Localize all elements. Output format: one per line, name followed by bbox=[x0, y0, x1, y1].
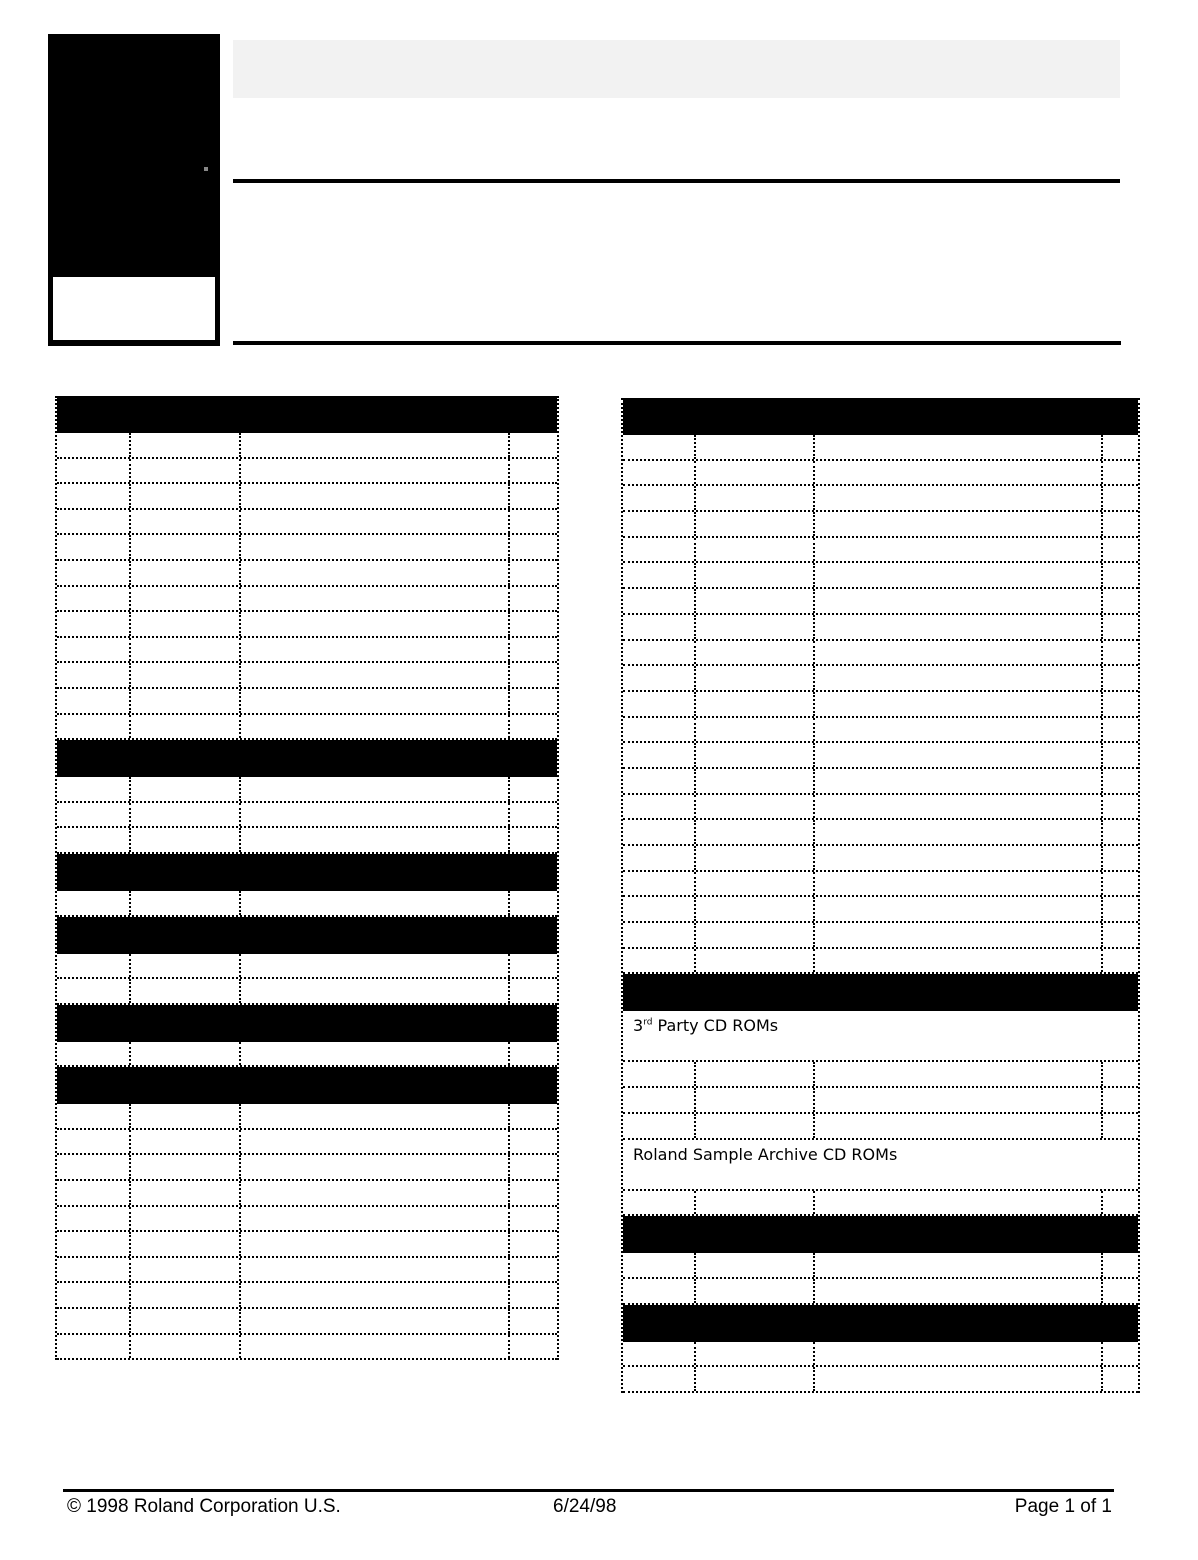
section-header bbox=[57, 1067, 557, 1104]
section-header bbox=[57, 917, 557, 954]
table-cell-divider bbox=[813, 820, 815, 844]
table-row bbox=[57, 587, 557, 613]
table-cell-divider bbox=[813, 538, 815, 562]
table-cell-divider bbox=[813, 615, 815, 639]
table-cell-divider bbox=[239, 561, 241, 585]
table-cell-divider bbox=[508, 803, 510, 827]
table-cell-divider bbox=[239, 638, 241, 662]
table-cell-divider bbox=[694, 1114, 696, 1138]
table-cell-divider bbox=[813, 1191, 815, 1215]
table-cell-divider bbox=[813, 1367, 815, 1391]
table-cell-divider bbox=[1101, 435, 1103, 459]
table-row bbox=[623, 1279, 1138, 1305]
table-row bbox=[57, 891, 557, 917]
table-cell-divider bbox=[1101, 615, 1103, 639]
table-cell-divider bbox=[1101, 769, 1103, 793]
table-cell-divider bbox=[1101, 486, 1103, 510]
table-cell-divider bbox=[1101, 589, 1103, 613]
table-cell-divider bbox=[694, 897, 696, 921]
table-cell-divider bbox=[694, 1279, 696, 1303]
table-cell-divider bbox=[508, 1258, 510, 1282]
table-cell-divider bbox=[694, 486, 696, 510]
table-cell-divider bbox=[813, 872, 815, 896]
table-cell-divider bbox=[694, 589, 696, 613]
table-cell-divider bbox=[694, 435, 696, 459]
table-row bbox=[623, 769, 1138, 795]
table-cell-divider bbox=[1101, 897, 1103, 921]
table-row bbox=[57, 1309, 557, 1335]
table-cell-divider bbox=[129, 1232, 131, 1256]
right-products-table bbox=[621, 398, 1140, 1393]
table-row bbox=[623, 949, 1138, 975]
table-cell-divider bbox=[813, 1088, 815, 1112]
table-row bbox=[57, 715, 557, 741]
table-cell-divider bbox=[508, 1130, 510, 1154]
section-header bbox=[623, 398, 1138, 435]
table-cell-divider bbox=[694, 1367, 696, 1391]
table-cell-divider bbox=[813, 641, 815, 665]
category-note bbox=[623, 1140, 1138, 1191]
table-row bbox=[623, 538, 1138, 564]
table-cell-divider bbox=[813, 692, 815, 716]
table-cell-divider bbox=[129, 561, 131, 585]
table-row bbox=[57, 979, 557, 1005]
table-cell-divider bbox=[239, 1283, 241, 1307]
footer-page-number: Page 1 of 1 bbox=[1014, 1496, 1112, 1517]
table-cell-divider bbox=[813, 486, 815, 510]
table-cell-divider bbox=[694, 718, 696, 742]
table-row bbox=[57, 459, 557, 485]
table-cell-divider bbox=[508, 663, 510, 687]
table-cell-divider bbox=[694, 820, 696, 844]
table-cell-divider bbox=[129, 1130, 131, 1154]
table-cell-divider bbox=[508, 777, 510, 801]
table-cell-divider bbox=[813, 1342, 815, 1366]
table-cell-divider bbox=[508, 612, 510, 636]
category-note-superscript: rd bbox=[643, 1018, 653, 1029]
table-row bbox=[623, 897, 1138, 923]
table-cell-divider bbox=[129, 1042, 131, 1066]
table-cell-divider bbox=[508, 1335, 510, 1359]
table-row bbox=[57, 803, 557, 829]
table-cell-divider bbox=[1101, 743, 1103, 767]
table-cell-divider bbox=[129, 587, 131, 611]
section-header bbox=[57, 740, 557, 777]
table-cell-divider bbox=[129, 828, 131, 852]
table-cell-divider bbox=[694, 563, 696, 587]
table-row bbox=[623, 435, 1138, 461]
table-cell-divider bbox=[694, 512, 696, 536]
category-note-rest: Party CD ROMs bbox=[652, 1016, 779, 1036]
table-row bbox=[57, 561, 557, 587]
table-cell-divider bbox=[239, 1309, 241, 1333]
table-cell-divider bbox=[239, 979, 241, 1003]
footer-copyright: © 1998 Roland Corporation U.S. bbox=[67, 1496, 341, 1517]
table-row bbox=[623, 1342, 1138, 1368]
table-cell-divider bbox=[1101, 1279, 1103, 1303]
table-cell-divider bbox=[239, 891, 241, 915]
table-row bbox=[623, 589, 1138, 615]
table-cell-divider bbox=[694, 538, 696, 562]
table-cell-divider bbox=[1101, 563, 1103, 587]
table-row bbox=[623, 795, 1138, 821]
table-cell-divider bbox=[508, 433, 510, 457]
table-cell-divider bbox=[694, 461, 696, 485]
table-row bbox=[57, 1104, 557, 1130]
table-cell-divider bbox=[239, 954, 241, 978]
table-cell-divider bbox=[239, 1155, 241, 1179]
table-cell-divider bbox=[694, 795, 696, 819]
table-row bbox=[623, 486, 1138, 512]
table-cell-divider bbox=[508, 561, 510, 585]
table-cell-divider bbox=[239, 663, 241, 687]
table-row bbox=[623, 461, 1138, 487]
table-cell-divider bbox=[508, 1181, 510, 1205]
table-cell-divider bbox=[239, 1207, 241, 1231]
table-cell-divider bbox=[508, 1104, 510, 1128]
table-cell-divider bbox=[1101, 923, 1103, 947]
table-row bbox=[57, 954, 557, 980]
table-cell-divider bbox=[694, 769, 696, 793]
table-cell-divider bbox=[508, 484, 510, 508]
table-cell-divider bbox=[129, 459, 131, 483]
table-cell-divider bbox=[508, 954, 510, 978]
title-bar bbox=[233, 40, 1120, 98]
table-row bbox=[623, 1114, 1138, 1140]
table-cell-divider bbox=[129, 803, 131, 827]
table-cell-divider bbox=[129, 484, 131, 508]
table-cell-divider bbox=[129, 979, 131, 1003]
table-row bbox=[623, 692, 1138, 718]
table-cell-divider bbox=[1101, 1062, 1103, 1086]
table-cell-divider bbox=[1101, 538, 1103, 562]
table-row bbox=[623, 666, 1138, 692]
table-row bbox=[623, 820, 1138, 846]
table-row bbox=[623, 718, 1138, 744]
table-cell-divider bbox=[129, 954, 131, 978]
table-cell-divider bbox=[508, 510, 510, 534]
table-cell-divider bbox=[1101, 666, 1103, 690]
table-cell-divider bbox=[508, 1155, 510, 1179]
table-row bbox=[57, 1181, 557, 1207]
table-cell-divider bbox=[239, 1258, 241, 1282]
table-cell-divider bbox=[129, 777, 131, 801]
table-cell-divider bbox=[1101, 1367, 1103, 1391]
table-cell-divider bbox=[694, 615, 696, 639]
table-cell-divider bbox=[1101, 1114, 1103, 1138]
table-cell-divider bbox=[813, 589, 815, 613]
table-cell-divider bbox=[239, 612, 241, 636]
table-cell-divider bbox=[239, 1232, 241, 1256]
table-row bbox=[623, 872, 1138, 898]
table-row bbox=[57, 1258, 557, 1284]
table-cell-divider bbox=[508, 828, 510, 852]
table-cell-divider bbox=[508, 459, 510, 483]
table-row bbox=[57, 433, 557, 459]
table-row bbox=[623, 923, 1138, 949]
table-row bbox=[623, 1191, 1138, 1217]
table-row bbox=[57, 612, 557, 638]
table-cell-divider bbox=[694, 1253, 696, 1277]
table-cell-divider bbox=[813, 666, 815, 690]
table-cell-divider bbox=[813, 461, 815, 485]
table-cell-divider bbox=[694, 743, 696, 767]
section-header bbox=[57, 396, 557, 433]
category-note-text: 3 bbox=[633, 1016, 644, 1036]
table-cell-divider bbox=[129, 612, 131, 636]
table-row bbox=[57, 663, 557, 689]
table-cell-divider bbox=[129, 1309, 131, 1333]
table-cell-divider bbox=[813, 846, 815, 870]
table-cell-divider bbox=[129, 1181, 131, 1205]
table-row bbox=[623, 563, 1138, 589]
table-cell-divider bbox=[508, 1207, 510, 1231]
table-cell-divider bbox=[239, 828, 241, 852]
table-cell-divider bbox=[129, 535, 131, 559]
table-cell-divider bbox=[694, 872, 696, 896]
table-cell-divider bbox=[813, 1253, 815, 1277]
table-row bbox=[623, 1253, 1138, 1279]
table-row bbox=[57, 1207, 557, 1233]
table-cell-divider bbox=[239, 1042, 241, 1066]
table-cell-divider bbox=[239, 689, 241, 713]
table-cell-divider bbox=[129, 510, 131, 534]
section-header bbox=[623, 1305, 1138, 1342]
table-cell-divider bbox=[508, 891, 510, 915]
table-cell-divider bbox=[129, 891, 131, 915]
footer-rule bbox=[63, 1489, 1114, 1492]
table-cell-divider bbox=[239, 433, 241, 457]
table-row bbox=[57, 638, 557, 664]
section-header bbox=[57, 854, 557, 891]
table-cell-divider bbox=[129, 715, 131, 739]
table-cell-divider bbox=[129, 1104, 131, 1128]
header-rule-bottom bbox=[233, 341, 1121, 345]
table-cell-divider bbox=[129, 1283, 131, 1307]
table-cell-divider bbox=[508, 715, 510, 739]
table-row bbox=[623, 615, 1138, 641]
footer-date: 6/24/98 bbox=[553, 1496, 617, 1517]
table-cell-divider bbox=[1101, 872, 1103, 896]
table-cell-divider bbox=[129, 638, 131, 662]
table-cell-divider bbox=[694, 641, 696, 665]
table-cell-divider bbox=[1101, 1253, 1103, 1277]
table-cell-divider bbox=[1101, 846, 1103, 870]
table-row bbox=[623, 1062, 1138, 1088]
table-cell-divider bbox=[239, 803, 241, 827]
table-cell-divider bbox=[813, 435, 815, 459]
table-cell-divider bbox=[1101, 641, 1103, 665]
table-row bbox=[623, 512, 1138, 538]
logo-mark bbox=[204, 167, 208, 171]
table-cell-divider bbox=[813, 512, 815, 536]
table-cell-divider bbox=[129, 1207, 131, 1231]
table-cell-divider bbox=[508, 1232, 510, 1256]
table-cell-divider bbox=[1101, 795, 1103, 819]
table-cell-divider bbox=[508, 587, 510, 611]
table-cell-divider bbox=[694, 846, 696, 870]
table-cell-divider bbox=[813, 743, 815, 767]
table-cell-divider bbox=[1101, 512, 1103, 536]
table-cell-divider bbox=[813, 769, 815, 793]
table-cell-divider bbox=[239, 535, 241, 559]
category-note-text: Roland Sample Archive CD ROMs bbox=[633, 1144, 898, 1164]
left-products-table bbox=[55, 396, 559, 1360]
table-cell-divider bbox=[508, 1283, 510, 1307]
table-row bbox=[623, 1088, 1138, 1114]
table-cell-divider bbox=[239, 510, 241, 534]
table-cell-divider bbox=[813, 563, 815, 587]
table-cell-divider bbox=[129, 663, 131, 687]
table-cell-divider bbox=[694, 1062, 696, 1086]
table-cell-divider bbox=[694, 692, 696, 716]
section-header bbox=[623, 974, 1138, 1011]
table-cell-divider bbox=[239, 1335, 241, 1359]
table-cell-divider bbox=[129, 1258, 131, 1282]
category-note bbox=[623, 1011, 1138, 1062]
table-row bbox=[57, 484, 557, 510]
table-cell-divider bbox=[694, 1342, 696, 1366]
table-cell-divider bbox=[1101, 1342, 1103, 1366]
table-cell-divider bbox=[694, 949, 696, 973]
table-cell-divider bbox=[508, 1042, 510, 1066]
table-cell-divider bbox=[1101, 949, 1103, 973]
table-cell-divider bbox=[239, 1104, 241, 1128]
table-cell-divider bbox=[813, 949, 815, 973]
table-row bbox=[57, 828, 557, 854]
table-cell-divider bbox=[239, 715, 241, 739]
table-row bbox=[623, 846, 1138, 872]
table-cell-divider bbox=[129, 1155, 131, 1179]
table-cell-divider bbox=[1101, 718, 1103, 742]
table-row bbox=[57, 689, 557, 715]
table-row bbox=[57, 510, 557, 536]
table-row bbox=[57, 1130, 557, 1156]
table-cell-divider bbox=[508, 689, 510, 713]
table-cell-divider bbox=[813, 1114, 815, 1138]
table-cell-divider bbox=[239, 459, 241, 483]
table-row bbox=[623, 1367, 1138, 1393]
table-cell-divider bbox=[813, 923, 815, 947]
table-cell-divider bbox=[239, 484, 241, 508]
table-cell-divider bbox=[694, 1191, 696, 1215]
table-cell-divider bbox=[813, 795, 815, 819]
table-cell-divider bbox=[1101, 1088, 1103, 1112]
table-cell-divider bbox=[508, 979, 510, 1003]
table-row bbox=[623, 641, 1138, 667]
document-code-box bbox=[53, 277, 215, 340]
table-cell-divider bbox=[508, 638, 510, 662]
table-row bbox=[57, 535, 557, 561]
table-cell-divider bbox=[1101, 1191, 1103, 1215]
table-cell-divider bbox=[129, 1335, 131, 1359]
table-cell-divider bbox=[694, 923, 696, 947]
table-row bbox=[57, 1335, 557, 1361]
table-cell-divider bbox=[239, 1130, 241, 1154]
table-row bbox=[623, 743, 1138, 769]
header-rule-top bbox=[233, 179, 1120, 183]
table-cell-divider bbox=[1101, 820, 1103, 844]
section-header bbox=[57, 1005, 557, 1042]
table-cell-divider bbox=[508, 535, 510, 559]
table-row bbox=[57, 777, 557, 803]
table-cell-divider bbox=[129, 433, 131, 457]
table-cell-divider bbox=[694, 666, 696, 690]
table-row bbox=[57, 1042, 557, 1068]
table-cell-divider bbox=[1101, 692, 1103, 716]
table-row bbox=[57, 1283, 557, 1309]
table-cell-divider bbox=[239, 587, 241, 611]
table-row bbox=[57, 1155, 557, 1181]
table-cell-divider bbox=[813, 1279, 815, 1303]
section-header bbox=[623, 1216, 1138, 1253]
table-cell-divider bbox=[813, 1062, 815, 1086]
table-cell-divider bbox=[813, 718, 815, 742]
table-cell-divider bbox=[508, 1309, 510, 1333]
table-cell-divider bbox=[1101, 461, 1103, 485]
table-cell-divider bbox=[129, 689, 131, 713]
table-cell-divider bbox=[239, 1181, 241, 1205]
table-cell-divider bbox=[813, 897, 815, 921]
table-cell-divider bbox=[694, 1088, 696, 1112]
table-row bbox=[57, 1232, 557, 1258]
table-cell-divider bbox=[239, 777, 241, 801]
